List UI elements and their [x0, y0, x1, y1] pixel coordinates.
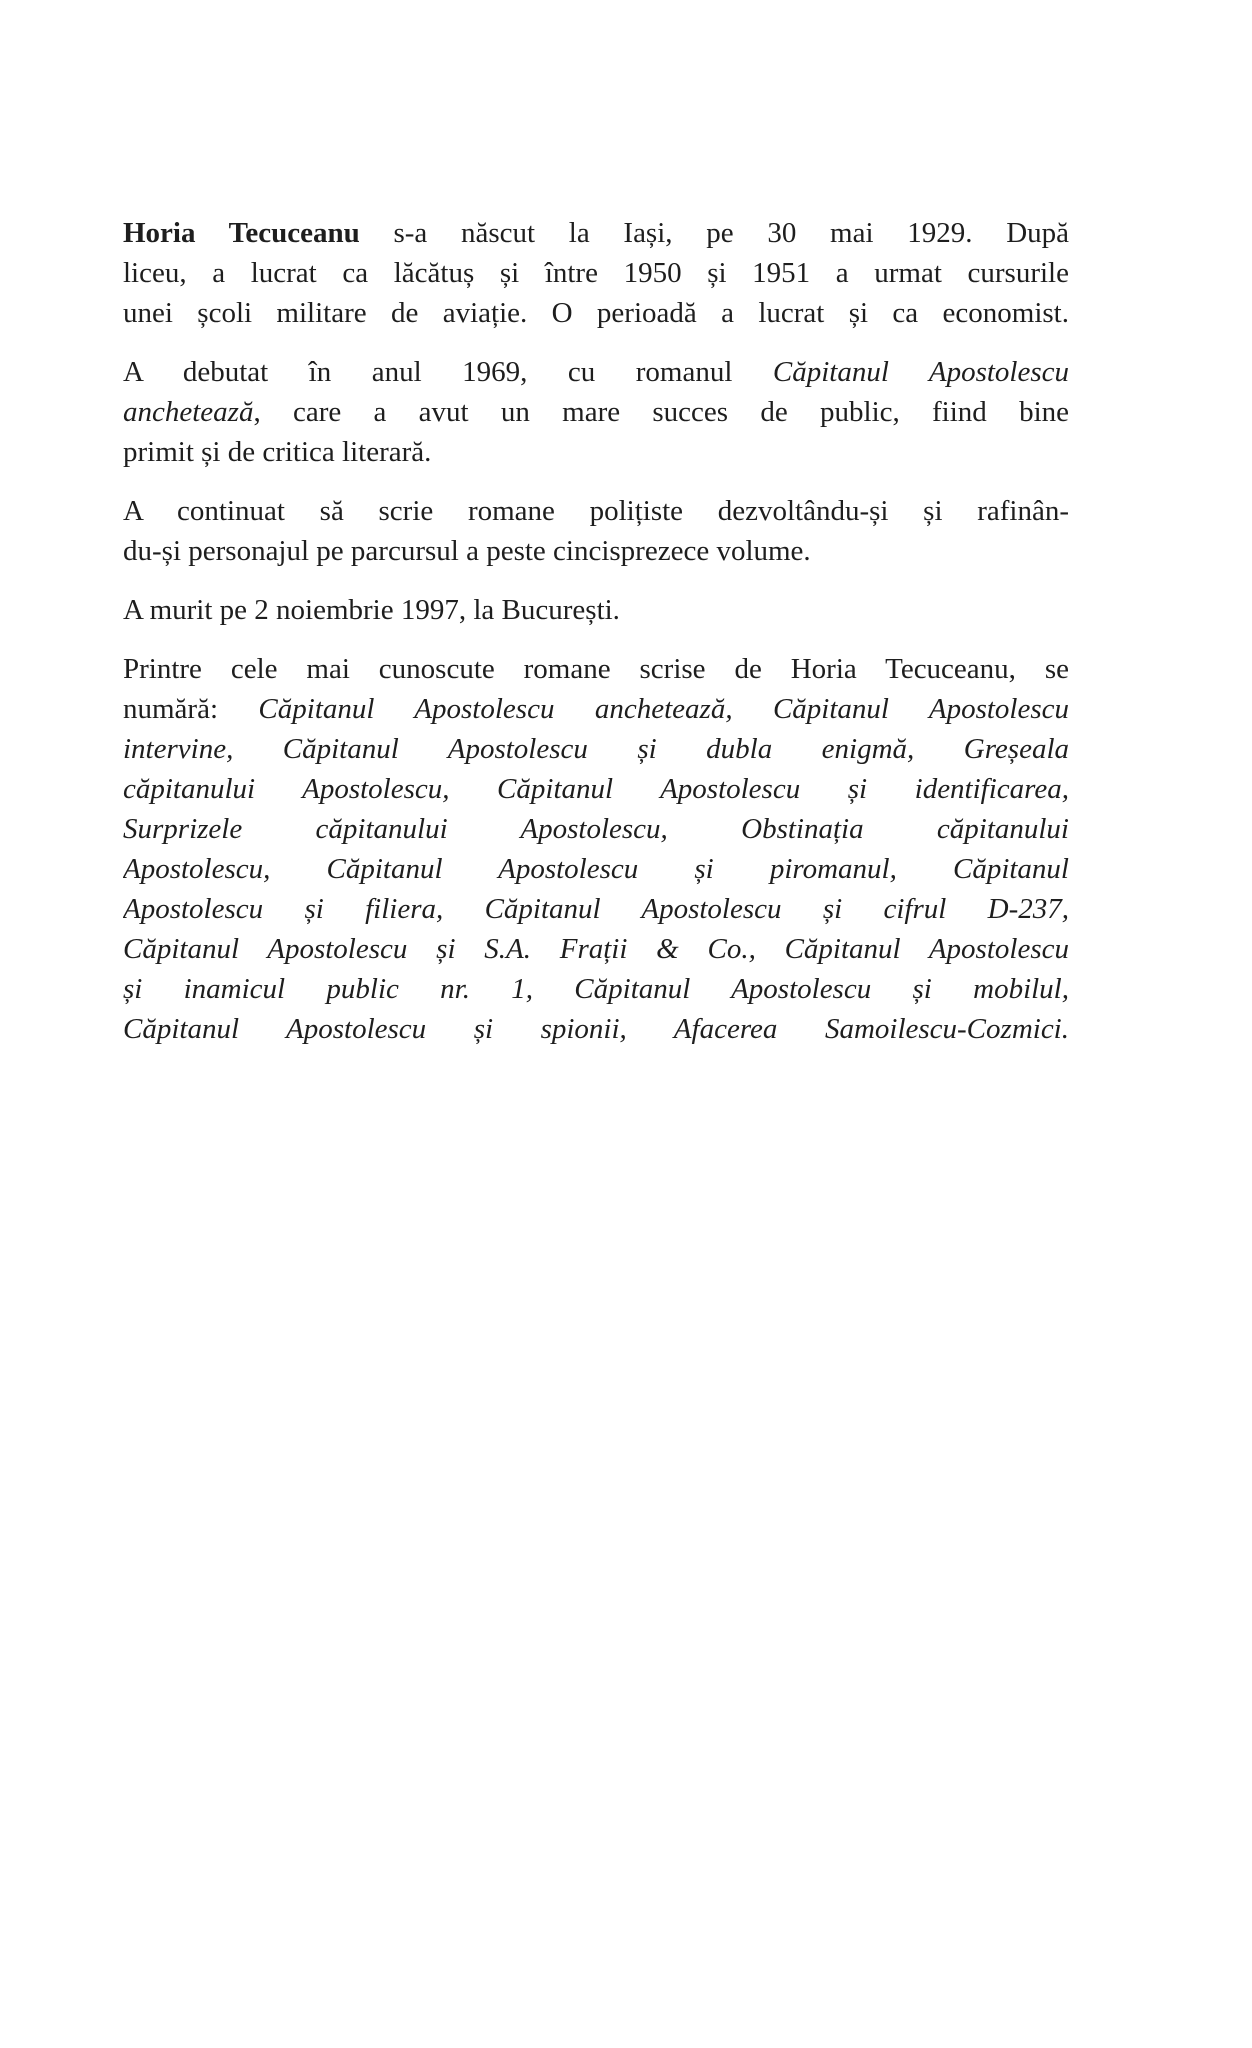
text-segment-italic: Apostolescu și filiera, Căpitanul Apostolescu și cifrul D-237, — [123, 893, 1069, 925]
text-line — [123, 929, 1069, 969]
text-line — [123, 253, 1069, 293]
text-line — [123, 293, 1069, 333]
text-segment-normal: A debutat în anul 1969, cu romanul — [123, 356, 773, 388]
text-line — [123, 689, 1069, 729]
paragraph-2 — [123, 352, 1069, 472]
text-segment-italic: intervine, Căpitanul Apostolescu și dubla enigmă, Greșeala — [123, 733, 1069, 765]
biography-text-block — [123, 213, 1069, 1049]
text-line — [123, 649, 1069, 689]
text-segment-italic: și inamicul public nr. 1, Căpitanul Apostolescu și mobilul, — [123, 973, 1069, 1005]
text-line — [123, 590, 1069, 630]
text-line — [123, 531, 1069, 571]
text-segment-italic: anchetează — [123, 396, 254, 428]
text-segment-bold: Horia Tecuceanu — [123, 217, 360, 249]
text-segment-normal: primit și de critica literară. — [123, 436, 432, 468]
text-line — [123, 491, 1069, 531]
text-segment-normal: numără: — [123, 693, 259, 725]
text-segment-normal: du-și personajul pe parcursul a peste cincisprezece volume. — [123, 535, 811, 567]
text-segment-normal: , care a avut un mare succes de public, fiind bine — [253, 396, 1069, 428]
text-line — [123, 392, 1069, 432]
paragraph-4 — [123, 590, 1069, 630]
paragraph-5 — [123, 649, 1069, 1049]
text-segment-normal: unei școli militare de aviație. O perioadă a lucrat și ca economist. — [123, 297, 1069, 329]
text-line — [123, 849, 1069, 889]
text-segment-italic: căpitanului Apostolescu, Căpitanul Apostolescu și identificarea, — [123, 773, 1069, 805]
text-segment-italic: Căpitanul Apostolescu anchetează, Căpitanul Apostolescu — [258, 693, 1069, 725]
text-segment-normal: A continuat să scrie romane polițiste dezvoltându-și și rafinân- — [123, 495, 1069, 527]
text-segment-italic: Căpitanul Apostolescu — [772, 356, 1069, 388]
text-segment-normal: liceu, a lucrat ca lăcătuș și între 1950 și 1951 a urmat cursurile — [123, 257, 1069, 289]
text-line — [123, 769, 1069, 809]
paragraph-3 — [123, 491, 1069, 571]
text-segment-normal: Printre cele mai cunoscute romane scrise de Horia Tecuceanu, se — [123, 653, 1069, 685]
text-line — [123, 889, 1069, 929]
text-line — [123, 1009, 1069, 1049]
text-line — [123, 352, 1069, 392]
text-line — [123, 729, 1069, 769]
text-line — [123, 969, 1069, 1009]
text-segment-normal: A murit pe 2 noiembrie 1997, la București. — [123, 594, 620, 626]
text-segment-italic: Apostolescu, Căpitanul Apostolescu și piromanul, Căpitanul — [123, 853, 1069, 885]
text-segment-italic: Căpitanul Apostolescu și spionii, Afacerea Samoilescu-Cozmici. — [123, 1013, 1069, 1045]
paragraph-1 — [123, 213, 1069, 333]
text-segment-italic: Căpitanul Apostolescu și S.A. Frații & Co., Căpitanul Apostolescu — [123, 933, 1069, 965]
text-segment-normal: s-a născut la Iași, pe 30 mai 1929. După — [359, 217, 1069, 249]
text-segment-italic: Surprizele căpitanului Apostolescu, Obstinația căpitanului — [123, 813, 1069, 845]
text-line — [123, 809, 1069, 849]
text-line — [123, 213, 1069, 253]
text-line — [123, 432, 1069, 472]
